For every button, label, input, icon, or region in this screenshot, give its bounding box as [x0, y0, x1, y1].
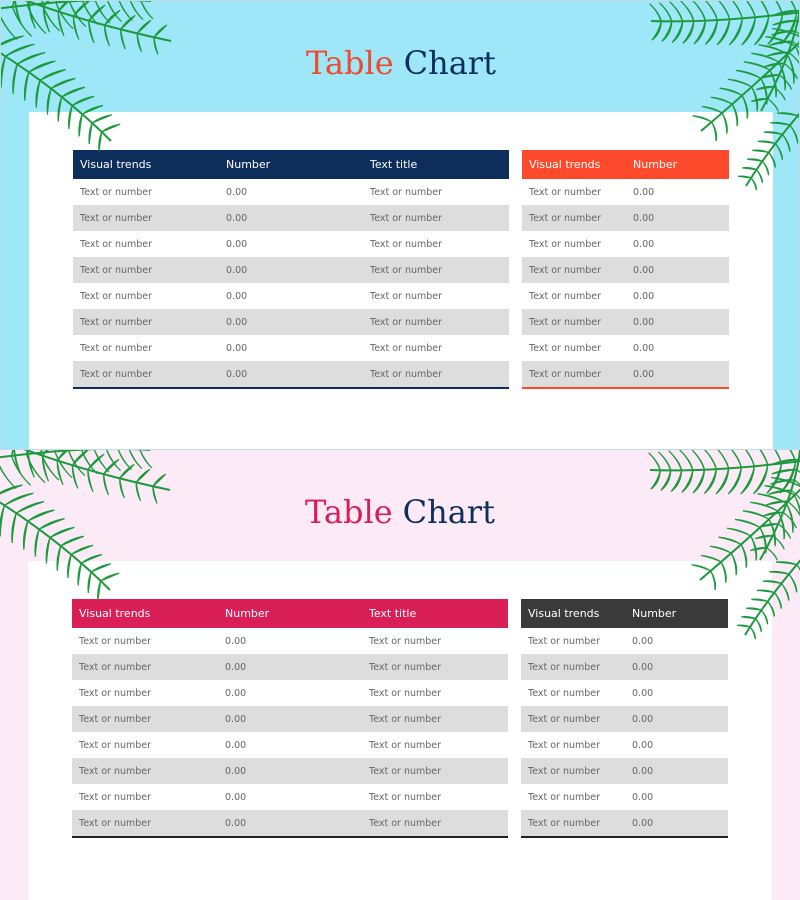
- table-cell: 0.00: [632, 739, 654, 751]
- table-row: [522, 179, 729, 205]
- table-cell: 0.00: [632, 687, 654, 699]
- table-cell: Text or number: [370, 342, 443, 354]
- table-cell: Text or number: [522, 361, 626, 388]
- panel-bottom: [0, 450, 800, 900]
- table-cell: Text or number: [369, 739, 442, 751]
- table-row: [522, 335, 729, 361]
- table-header-row: [522, 150, 729, 179]
- table-cell: Text or number: [528, 739, 601, 751]
- palm-leaf-icon: [0, 450, 180, 600]
- table-cell: Text or number: [362, 810, 508, 837]
- table-cell: Text or number: [370, 186, 443, 198]
- column-header: Visual trends: [521, 599, 625, 628]
- palm-leaf-icon: [735, 545, 800, 645]
- table-row: [521, 732, 728, 758]
- table-cell: Text or number: [528, 791, 601, 803]
- table-cell: Text or number: [363, 309, 509, 335]
- table-cell: 0.00: [625, 706, 728, 732]
- table-cell: 0.00: [219, 205, 363, 231]
- table-cell: 0.00: [626, 257, 729, 283]
- column-header: Number: [625, 599, 728, 628]
- table-cell: 0.00: [226, 290, 248, 302]
- table-cell: Text or number: [529, 186, 602, 198]
- table-cell: Text or number: [522, 205, 626, 231]
- table-cell: 0.00: [226, 342, 248, 354]
- table-cell: Text or number: [362, 758, 508, 784]
- table-cell: 0.00: [226, 186, 248, 198]
- table-cell: Text or number: [73, 309, 219, 335]
- table-cell: Text or number: [529, 342, 602, 354]
- table-cell: Text or number: [73, 205, 219, 231]
- table-cell: Text or number: [79, 739, 152, 751]
- table-cell: Text or number: [521, 706, 625, 732]
- table-cell: Text or number: [79, 791, 152, 803]
- table-cell: 0.00: [625, 654, 728, 680]
- column-header: Text title: [363, 150, 509, 179]
- table-cell: Text or number: [369, 635, 442, 647]
- table-cell: 0.00: [219, 361, 363, 388]
- table-cell: Text or number: [73, 257, 219, 283]
- table-row: [73, 179, 509, 205]
- column-header: Text title: [362, 599, 508, 628]
- table-cell: Text or number: [80, 238, 153, 250]
- table-row: [72, 732, 508, 758]
- table-row: [521, 628, 728, 654]
- table-cell: Text or number: [369, 687, 442, 699]
- table-cell: Text or number: [80, 186, 153, 198]
- table-cell: Text or number: [363, 361, 509, 388]
- table-row: [72, 706, 508, 732]
- table-cell: 0.00: [218, 654, 362, 680]
- table-cell: Text or number: [79, 687, 152, 699]
- table-cell: 0.00: [632, 791, 654, 803]
- table-cell: Text or number: [529, 238, 602, 250]
- table-cell: 0.00: [226, 238, 248, 250]
- table-cell: 0.00: [218, 706, 362, 732]
- table-cell: Text or number: [80, 290, 153, 302]
- column-header: Visual trends: [72, 599, 218, 628]
- title-word-table: Table: [306, 44, 394, 82]
- table-cell: 0.00: [625, 810, 728, 837]
- table-cell: Text or number: [362, 654, 508, 680]
- table-cell: 0.00: [218, 758, 362, 784]
- palm-leaf-icon: [736, 96, 800, 196]
- table-cell: 0.00: [219, 309, 363, 335]
- table-cell: Text or number: [79, 635, 152, 647]
- table-row: [72, 758, 508, 784]
- table-cell: 0.00: [225, 687, 247, 699]
- title-word-table: Table: [305, 493, 393, 531]
- table-cell: 0.00: [633, 186, 655, 198]
- table-cell: Text or number: [363, 257, 509, 283]
- table-cell: 0.00: [225, 791, 247, 803]
- table-row: [522, 283, 729, 309]
- table-cell: Text or number: [370, 290, 443, 302]
- table-cell: Text or number: [369, 791, 442, 803]
- table-row: [522, 361, 729, 388]
- table-row: [521, 654, 728, 680]
- table-header-row: [73, 150, 509, 179]
- table-row: [73, 205, 509, 231]
- table-cell: 0.00: [219, 257, 363, 283]
- table-cell: Text or number: [528, 687, 601, 699]
- table-cell: Text or number: [72, 810, 218, 837]
- table-row: [72, 784, 508, 810]
- table-cell: Text or number: [80, 342, 153, 354]
- main-table: [72, 599, 508, 838]
- table-cell: 0.00: [626, 361, 729, 388]
- table-cell: Text or number: [521, 758, 625, 784]
- table-header-row: [72, 599, 508, 628]
- table-row: [73, 335, 509, 361]
- table-row: [73, 361, 509, 388]
- table-cell: Text or number: [521, 810, 625, 837]
- side-table: [521, 599, 728, 838]
- table-cell: Text or number: [529, 290, 602, 302]
- table-row: [522, 231, 729, 257]
- table-row: [521, 784, 728, 810]
- table-row: [73, 231, 509, 257]
- table-cell: Text or number: [73, 361, 219, 388]
- table-row: [521, 706, 728, 732]
- column-header: Number: [218, 599, 362, 628]
- table-cell: 0.00: [633, 342, 655, 354]
- table-cell: 0.00: [625, 758, 728, 784]
- table-row: [73, 309, 509, 335]
- column-header: Visual trends: [522, 150, 626, 179]
- table-cell: 0.00: [225, 635, 247, 647]
- table-cell: Text or number: [522, 309, 626, 335]
- table-cell: Text or number: [362, 706, 508, 732]
- table-row: [72, 680, 508, 706]
- table-cell: 0.00: [633, 238, 655, 250]
- palm-leaf-icon: [0, 0, 181, 151]
- table-header-row: [521, 599, 728, 628]
- title-word-chart: Chart: [403, 44, 496, 82]
- table-cell: Text or number: [528, 635, 601, 647]
- table-cell: 0.00: [632, 635, 654, 647]
- column-header: Visual trends: [73, 150, 219, 179]
- table-cell: 0.00: [626, 309, 729, 335]
- table-cell: 0.00: [633, 290, 655, 302]
- table-row: [522, 257, 729, 283]
- table-row: [72, 628, 508, 654]
- table-cell: Text or number: [521, 654, 625, 680]
- table-row: [521, 680, 728, 706]
- table-cell: 0.00: [626, 205, 729, 231]
- title-word-chart: Chart: [402, 493, 495, 531]
- table-cell: Text or number: [363, 205, 509, 231]
- table-row: [521, 810, 728, 837]
- column-header: Number: [626, 150, 729, 179]
- table-row: [73, 283, 509, 309]
- table-row: [522, 205, 729, 231]
- table-row: [72, 654, 508, 680]
- side-table: [522, 150, 729, 389]
- table-cell: Text or number: [522, 257, 626, 283]
- table-row: [522, 309, 729, 335]
- table-cell: Text or number: [370, 238, 443, 250]
- table-cell: Text or number: [72, 706, 218, 732]
- table-row: [72, 810, 508, 837]
- table-cell: Text or number: [72, 758, 218, 784]
- table-cell: 0.00: [218, 810, 362, 837]
- column-header: Number: [219, 150, 363, 179]
- table-row: [521, 758, 728, 784]
- main-table: [73, 150, 509, 389]
- table-cell: Text or number: [72, 654, 218, 680]
- table-row: [73, 257, 509, 283]
- table-cell: 0.00: [225, 739, 247, 751]
